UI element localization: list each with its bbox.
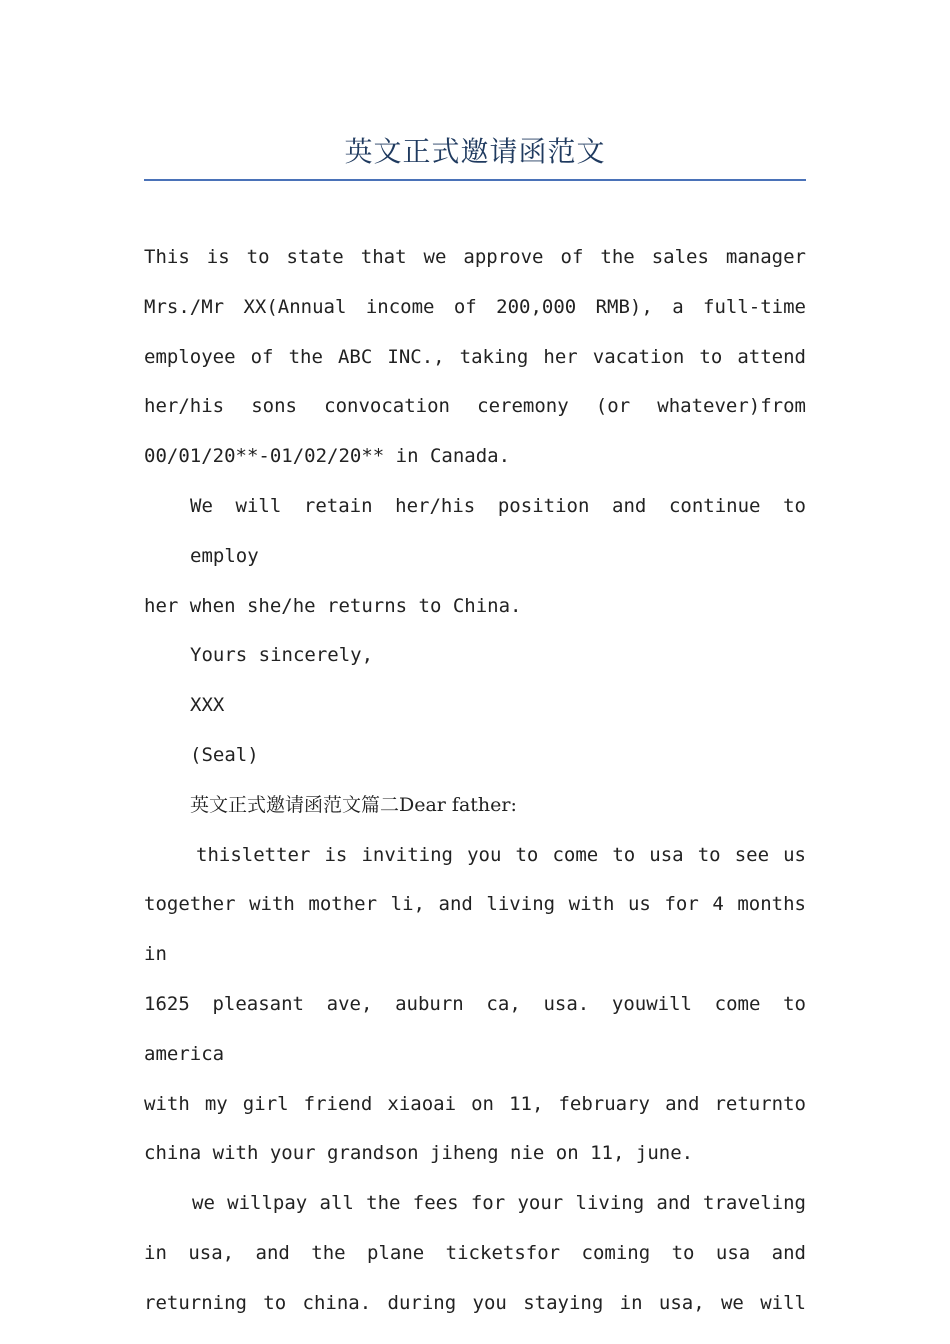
paragraph-retain [144,482,806,631]
seal-text: (Seal) [190,743,259,766]
text-line: in usa, and the plane ticketsfor coming to usa and [144,1241,806,1264]
text-line: 1625 pleasant ave, auburn ca, usa. youwill come to america [144,992,806,1065]
text-line: her when she/he returns to China. [144,594,522,617]
section2-heading-text: 英文正式邀请函范文篇二Dear father: [190,793,517,816]
text-line: her/his sons convocation ceremony (or whatever)from [144,395,806,418]
signature [144,681,806,731]
document-title: 英文正式邀请函范文 [344,135,606,168]
text-line: Mrs./Mr XX(Annual income of 200,000 RMB), a full-time [144,295,806,318]
text-line: thisletter is inviting you to come to usa to see us [196,843,806,866]
paragraph-statement [144,233,806,482]
text-line: china with your grandson jiheng nie on 11, june. [144,1142,694,1165]
closing-text: Yours sincerely, [190,644,374,667]
section2-heading [144,781,806,831]
paragraph-invitation [144,831,806,1180]
paragraph-fees [144,1179,806,1328]
document-body [144,233,806,1329]
title-underline [144,179,806,181]
signature-text: XXX [190,694,225,717]
text-line: 00/01/20**-01/02/20** in Canada. [144,445,511,468]
text-line: This is to state that we approve of the sales manager [144,246,806,268]
seal [144,731,806,781]
text-line: we willpay all the fees for your living and traveling [192,1192,806,1215]
text-line: employee of the ABC INC., taking her vacation to attend [144,345,806,368]
text-line: with my girl friend xiaoai on 11, february and returnto [144,1092,806,1115]
text-line: We will retain her/his position and continue to employ [190,494,806,567]
text-line: returning to china. during you staying in usa, we will [144,1291,806,1314]
text-line: together with mother li, and living with us for 4 months in [144,893,806,966]
closing [144,631,806,681]
